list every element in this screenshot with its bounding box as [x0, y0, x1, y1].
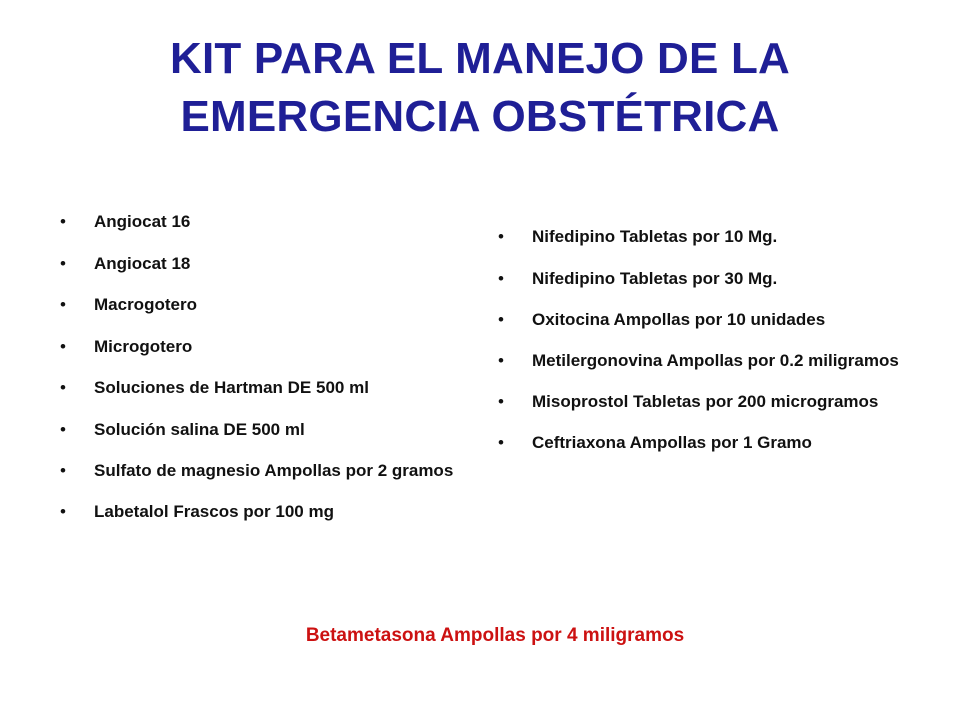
bullet-icon: • — [60, 419, 66, 439]
title-line-1: KIT PARA EL MANEJO DE LA — [169, 34, 791, 83]
list-item — [498, 227, 908, 247]
bullet-icon: • — [60, 212, 66, 231]
list-item-text: Nifedipino Tabletas por 10 Mg. — [532, 227, 778, 246]
list-item — [60, 212, 460, 232]
list-item-text: Ceftriaxona Ampollas por 1 Gramo — [532, 433, 812, 452]
bullet-icon: • — [498, 268, 504, 288]
bullet-icon: • — [498, 351, 504, 370]
left-bullet-list — [60, 212, 460, 544]
list-item-text: Macrogotero — [94, 295, 197, 314]
bullet-icon: • — [60, 253, 66, 273]
list-item — [60, 378, 460, 398]
list-item-text: Labetalol Frascos por 100 mg — [94, 502, 334, 521]
list-item — [60, 451, 460, 491]
list-item-text: Sulfato de magnesio Ampollas por 2 gramos — [94, 461, 454, 480]
list-item — [60, 254, 460, 274]
list-item-text: Metilergonovina Ampollas por 0.2 miligramos — [532, 351, 899, 370]
list-item — [60, 420, 460, 440]
list-item — [60, 502, 460, 522]
bullet-icon: • — [60, 378, 66, 397]
bullet-icon: • — [60, 295, 66, 314]
list-item — [498, 382, 908, 422]
list-item-text: Misoprostol Tabletas por 200 microgramos — [532, 392, 879, 411]
list-item — [498, 341, 908, 381]
list-item — [60, 337, 460, 357]
bullet-icon: • — [498, 392, 504, 411]
footer-note: Betametasona Ampollas por 4 miligramos — [305, 625, 685, 646]
bullet-icon: • — [498, 433, 504, 452]
list-item-text: Oxitocina Ampollas por 10 unidades — [532, 310, 826, 329]
list-item — [498, 300, 908, 340]
list-item — [60, 295, 460, 315]
list-item-text: Angiocat 16 — [94, 212, 191, 231]
title-line-2: EMERGENCIA OBSTÉTRICA — [180, 92, 780, 141]
list-item-text: Soluciones de Hartman DE 500 ml — [94, 378, 369, 397]
list-item-text: Solución salina DE 500 ml — [94, 419, 305, 439]
list-item-text: Nifedipino Tabletas por 30 Mg. — [532, 268, 778, 288]
bullet-icon: • — [498, 227, 504, 246]
list-item-text: Angiocat 18 — [94, 253, 191, 273]
slide-title — [60, 30, 900, 146]
list-item — [498, 433, 908, 453]
bullet-icon: • — [60, 502, 66, 521]
right-bullet-list — [498, 227, 908, 475]
bullet-icon: • — [60, 336, 66, 356]
bullet-icon: • — [60, 461, 66, 480]
bullet-icon: • — [498, 310, 504, 329]
list-item — [498, 269, 908, 289]
list-item-text: Microgotero — [94, 336, 193, 356]
